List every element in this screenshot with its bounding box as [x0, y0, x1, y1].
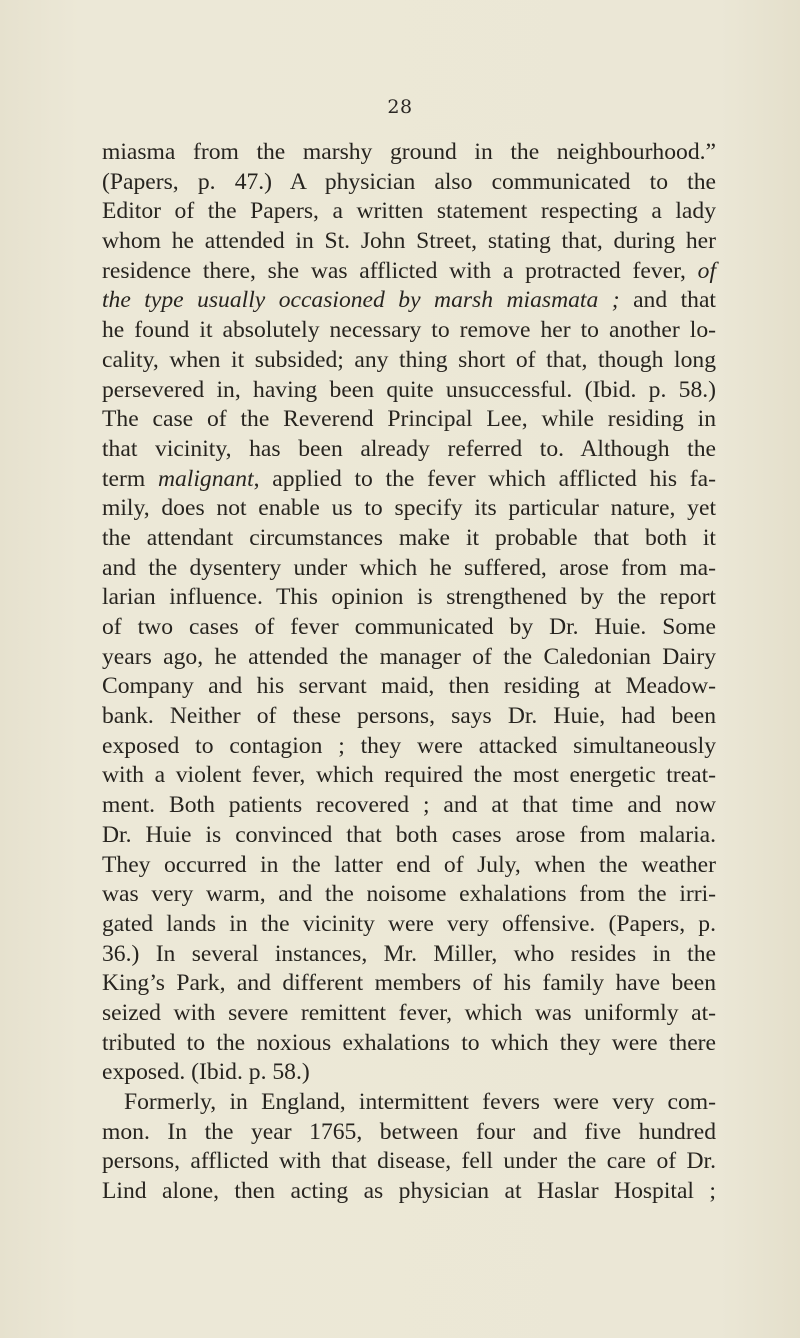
text-segment: They occurred in the latter end of July, when the weather — [102, 851, 716, 878]
text-line — [102, 969, 716, 999]
text-line — [102, 643, 716, 673]
text-segment: that vicinity, has been already referred to. Although the — [102, 435, 716, 462]
text-segment: King’s Park, and different members of his family have been — [102, 970, 716, 997]
text-segment: Editor of the Papers, a written statement respecting a lady — [102, 198, 716, 225]
text-segment: miasma from the marshy ground in the neighbourhood.” — [102, 139, 716, 165]
text-segment: exposed to contagion ; they were attacked simultaneously — [102, 732, 716, 759]
text-line — [102, 910, 716, 940]
text-segment: , applied to the fever which afflicted his fa- — [253, 465, 716, 492]
text-segment: 36.) In several instances, Mr. Miller, who resides in the — [102, 940, 716, 967]
text-line — [102, 554, 716, 584]
text-line — [102, 435, 716, 465]
italic-text: of — [697, 257, 716, 284]
text-segment: The case of the Reverend Principal Lee, while residing in — [102, 406, 716, 433]
text-line — [102, 1088, 716, 1118]
text-line — [102, 257, 716, 287]
text-segment: (Papers, p. 47.) A physician also communicated to the — [102, 168, 716, 195]
text-line — [102, 1177, 716, 1207]
text-line — [102, 672, 716, 702]
text-line — [102, 376, 716, 406]
text-segment: Formerly, in England, intermittent fevers were very com- — [124, 1089, 716, 1115]
text-line — [102, 583, 716, 613]
text-line — [102, 1058, 716, 1088]
text-line — [102, 286, 716, 316]
italic-text: malignant — [157, 465, 254, 492]
text-line — [102, 197, 716, 227]
text-segment: ment. Both patients recovered ; and at that time and now — [102, 792, 716, 819]
text-segment: mily, does not enable us to specify its particular nature, yet — [102, 495, 716, 522]
text-segment: exposed. (Ibid. p. 58.) — [102, 1059, 310, 1086]
text-line — [102, 138, 716, 168]
text-line — [102, 880, 716, 910]
text-line — [102, 168, 716, 198]
text-line — [102, 1029, 716, 1059]
text-segment: of two cases of fever communicated by Dr. Huie. Some — [102, 614, 716, 640]
text-line — [102, 346, 716, 376]
body-text — [102, 138, 716, 1207]
text-line — [102, 732, 716, 762]
text-segment: years ago, he attended the manager of the Caledonian Dairy — [102, 643, 716, 670]
text-segment: persevered in, having been quite unsuccessful. (Ibid. p. 58.) — [102, 376, 716, 403]
text-line — [102, 999, 716, 1029]
text-line — [102, 702, 716, 732]
text-segment: persons, afflicted with that disease, fell under the care of Dr. — [102, 1148, 716, 1175]
text-line — [102, 316, 716, 346]
text-line — [102, 791, 716, 821]
text-line — [102, 494, 716, 524]
text-line — [102, 405, 716, 435]
text-segment: Company and his servant maid, then residing at Meadow- — [102, 673, 716, 700]
text-segment: he found it absolutely necessary to remove her to another lo- — [102, 317, 716, 344]
page-number: 28 — [387, 96, 413, 118]
text-segment: term — [102, 465, 158, 492]
text-segment: residence there, she was afflicted with a protracted fever, — [102, 257, 698, 284]
text-line — [102, 1118, 716, 1148]
text-line — [102, 465, 716, 495]
text-line — [102, 761, 716, 791]
text-line — [102, 821, 716, 851]
text-segment: and the dysentery under which he suffered, arose from ma- — [102, 554, 716, 581]
text-segment: cality, when it subsided; any thing short of that, though long — [102, 346, 716, 373]
text-segment: whom he attended in St. John Street, stating that, during her — [102, 228, 716, 255]
text-segment: the attendant circumstances make it probable that both it — [102, 524, 716, 551]
text-line — [102, 227, 716, 257]
text-segment: with a violent fever, which required the most energetic treat- — [102, 762, 716, 789]
text-segment: bank. Neither of these persons, says Dr. Huie, had been — [102, 703, 716, 730]
text-line — [102, 851, 716, 881]
text-segment: mon. In the year 1765, between four and five hundred — [102, 1118, 716, 1145]
text-segment: was very warm, and the noisome exhalations from the irri- — [102, 881, 716, 908]
text-line — [102, 940, 716, 970]
text-segment: Dr. Huie is convinced that both cases arose from malaria. — [102, 821, 716, 848]
text-line — [102, 613, 716, 643]
text-segment: tributed to the noxious exhalations to which they were there — [102, 1029, 716, 1056]
text-line — [102, 524, 716, 554]
text-line — [102, 1147, 716, 1177]
italic-text: the type usually occasioned by marsh miasmata ; — [102, 287, 620, 314]
text-segment: seized with severe remittent fever, which was uniformly at- — [102, 999, 716, 1026]
text-segment: larian influence. This opinion is strengthened by the report — [102, 584, 716, 611]
text-segment: and that — [619, 287, 716, 314]
text-segment: gated lands in the vicinity were very offensive. (Papers, p. — [102, 910, 716, 937]
text-segment: Lind alone, then acting as physician at Haslar Hospital ; — [102, 1178, 716, 1205]
